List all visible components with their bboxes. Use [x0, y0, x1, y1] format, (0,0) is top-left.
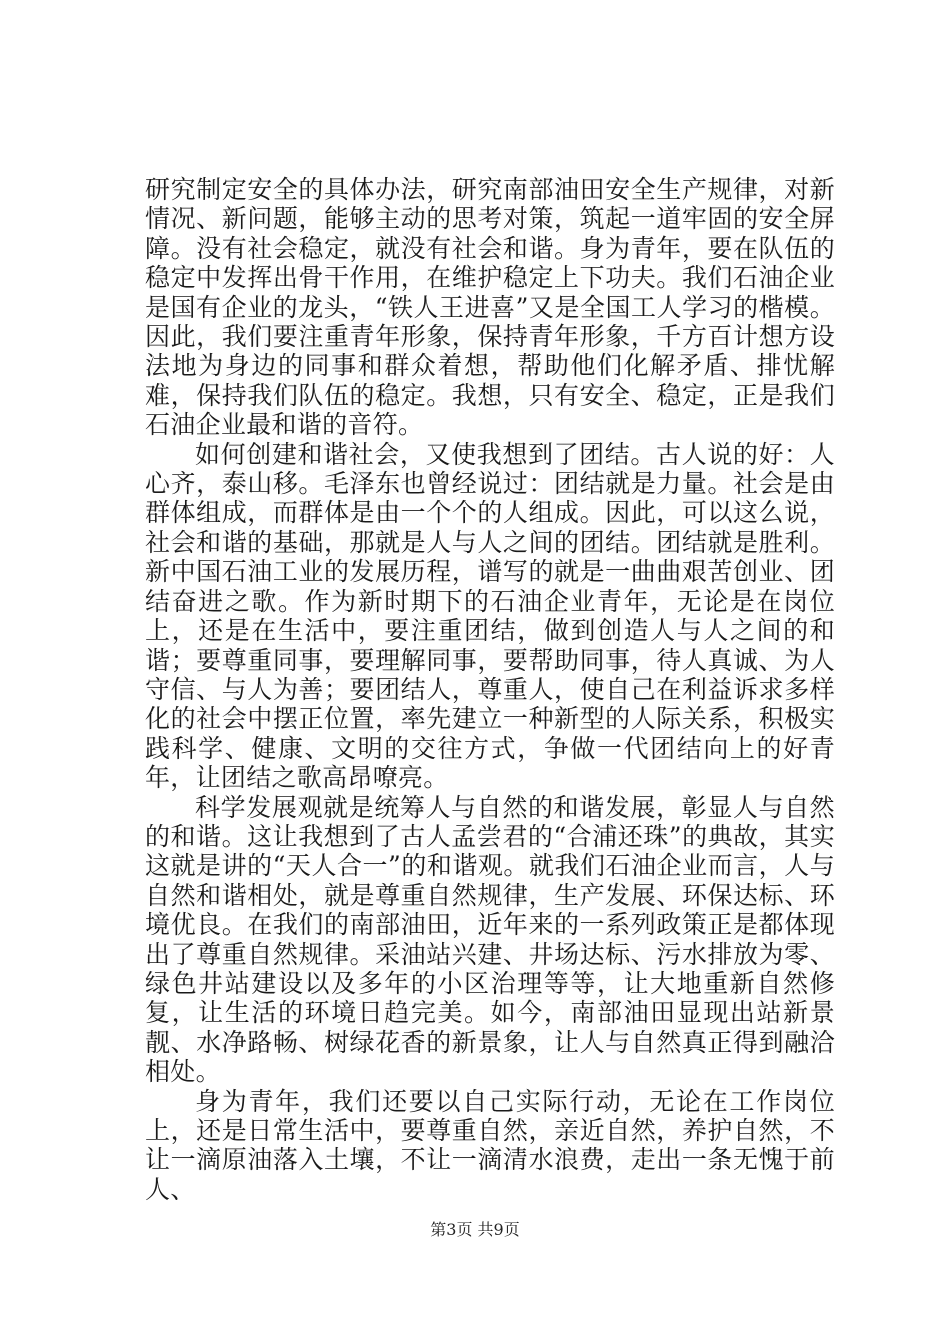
paragraph-4: 身为青年，我们还要以自己实际行动，无论在工作岗位上，还是日常生活中，要尊重自然，亲近自然，养护自然，不让一滴原油落入土壤，不让一滴清水浪费，走出一条无愧于前人、: [145, 1086, 835, 1204]
paragraph-1: 研究制定安全的具体办法，研究南部油田安全生产规律，对新情况、新问题，能够主动的思考对策，筑起一道牢固的安全屏障。没有社会稳定，就没有社会和谐。身为青年，要在队伍的稳定中发挥出骨干作用，在维护稳定上下功夫。我们石油企业是国有企业的龙头，“铁人王进喜”又是全国工人学习的楷模。因此，我们要注重青年形象，保持青年形象，千方百计想方设法地为身边的同事和群众着想，帮助他们化解矛盾、排忧解难，保持我们队伍的稳定。我想，只有安全、稳定，正是我们石油企业最和谐的音符。: [145, 175, 835, 440]
paragraph-3: 科学发展观就是统筹人与自然的和谐发展，彰显人与自然的和谐。这让我想到了古人孟尝君的“合浦还珠”的典故，其实这就是讲的“天人合一”的和谐观。就我们石油企业而言，人与自然和谐相处，就是尊重自然规律，生产发展、环保达标、环境优良。在我们的南部油田，近年来的一系列政策正是都体现出了尊重自然规律。采油站兴建、井场达标、污水排放为零、绿色井站建设以及多年的小区治理等等，让大地重新自然修复，让生活的环境日趋完美。如今，南部油田显现出站新景靓、水净路畅、树绿花香的新景象，让人与自然真正得到融洽相处。: [145, 792, 835, 1087]
paragraph-2: 如何创建和谐社会，又使我想到了团结。古人说的好：人心齐，泰山移。毛泽东也曾经说过：团结就是力量。社会是由群体组成，而群体是由一个个的人组成。因此，可以这么说，社会和谐的基础，那就是人与人之间的团结。团结就是胜利。新中国石油工业的发展历程，谱写的就是一曲曲艰苦创业、团结奋进之歌。作为新时期下的石油企业青年，无论是在岗位上，还是在生活中，要注重团结，做到创造人与人之间的和谐；要尊重同事，要理解同事，要帮助同事，待人真诚、为人守信、与人为善；要团结人，尊重人，使自己在利益诉求多样化的社会中摆正位置，率先建立一种新型的人际关系，积极实践科学、健康、文明的交往方式，争做一代团结向上的好青年，让团结之歌高昂嘹亮。: [145, 439, 835, 793]
document-body: [145, 175, 835, 1204]
page-number-footer: 第3页 共9页: [430, 1220, 520, 1239]
